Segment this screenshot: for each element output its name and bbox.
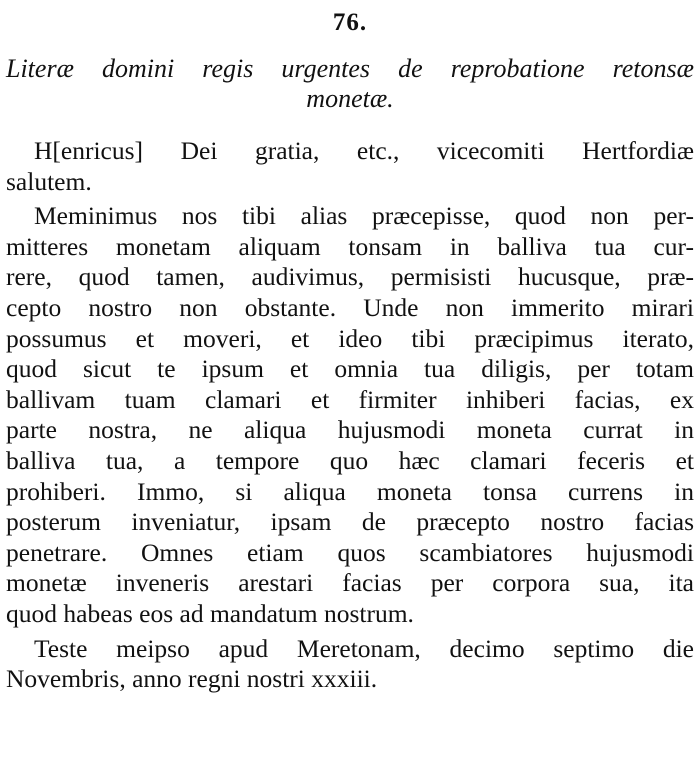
paragraph-attestation — [6, 634, 694, 695]
text-line: Novembris, anno regni nostri xxxiii. — [6, 664, 378, 694]
document-heading — [6, 54, 694, 114]
paragraph-body — [6, 201, 694, 629]
document-page — [6, 8, 694, 699]
text-line: penetrare. Omnes etiam quos scambiatores hujusmodi — [6, 537, 694, 567]
heading-line: monetæ. — [306, 84, 394, 113]
text-line: cepto nostro non obstante. Unde non immerito mirari — [6, 292, 694, 322]
text-line: posterum inveniatur, ipsam de præcepto nostro facias — [6, 507, 694, 537]
text-line: quod sicut te ipsum et omnia tua diligis, per totam — [6, 354, 694, 384]
text-line: ballivam tuam clamari et firmiter inhiberi facias, ex — [6, 384, 694, 414]
text-line: mitteres monetam aliquam tonsam in balliva tua cur- — [6, 231, 694, 261]
text-line: quod habeas eos ad mandatum nostrum. — [6, 598, 414, 628]
text-line: parte nostra, ne aliqua hujusmodi moneta currat in — [6, 415, 694, 445]
heading-line: Literæ domini regis urgentes de reprobatione retonsæ — [6, 54, 694, 83]
text-line: H[enricus] Dei gratia, etc., vicecomiti Hertfordiæ — [34, 136, 694, 165]
text-line: salutem. — [6, 166, 92, 196]
text-line: Meminimus nos tibi alias præcepisse, quod non per- — [34, 201, 694, 231]
text-line: Teste meipso apud Meretonam, decimo septimo die — [34, 633, 694, 663]
text-line: monetæ inveneris arestari facias per corpora sua, ita — [6, 568, 694, 598]
text-line: rere, quod tamen, audivimus, permisisti hucusque, præ- — [6, 262, 694, 292]
text-line: possumus et moveri, et ideo tibi præcipimus iterato, — [6, 323, 694, 353]
text-line: balliva tua, a tempore quo hæc clamari feceris et — [6, 445, 694, 475]
text-line: prohiberi. Immo, si aliqua moneta tonsa currens in — [6, 476, 694, 506]
page-number: 76. — [332, 9, 368, 36]
paragraph-salutation — [6, 136, 694, 197]
